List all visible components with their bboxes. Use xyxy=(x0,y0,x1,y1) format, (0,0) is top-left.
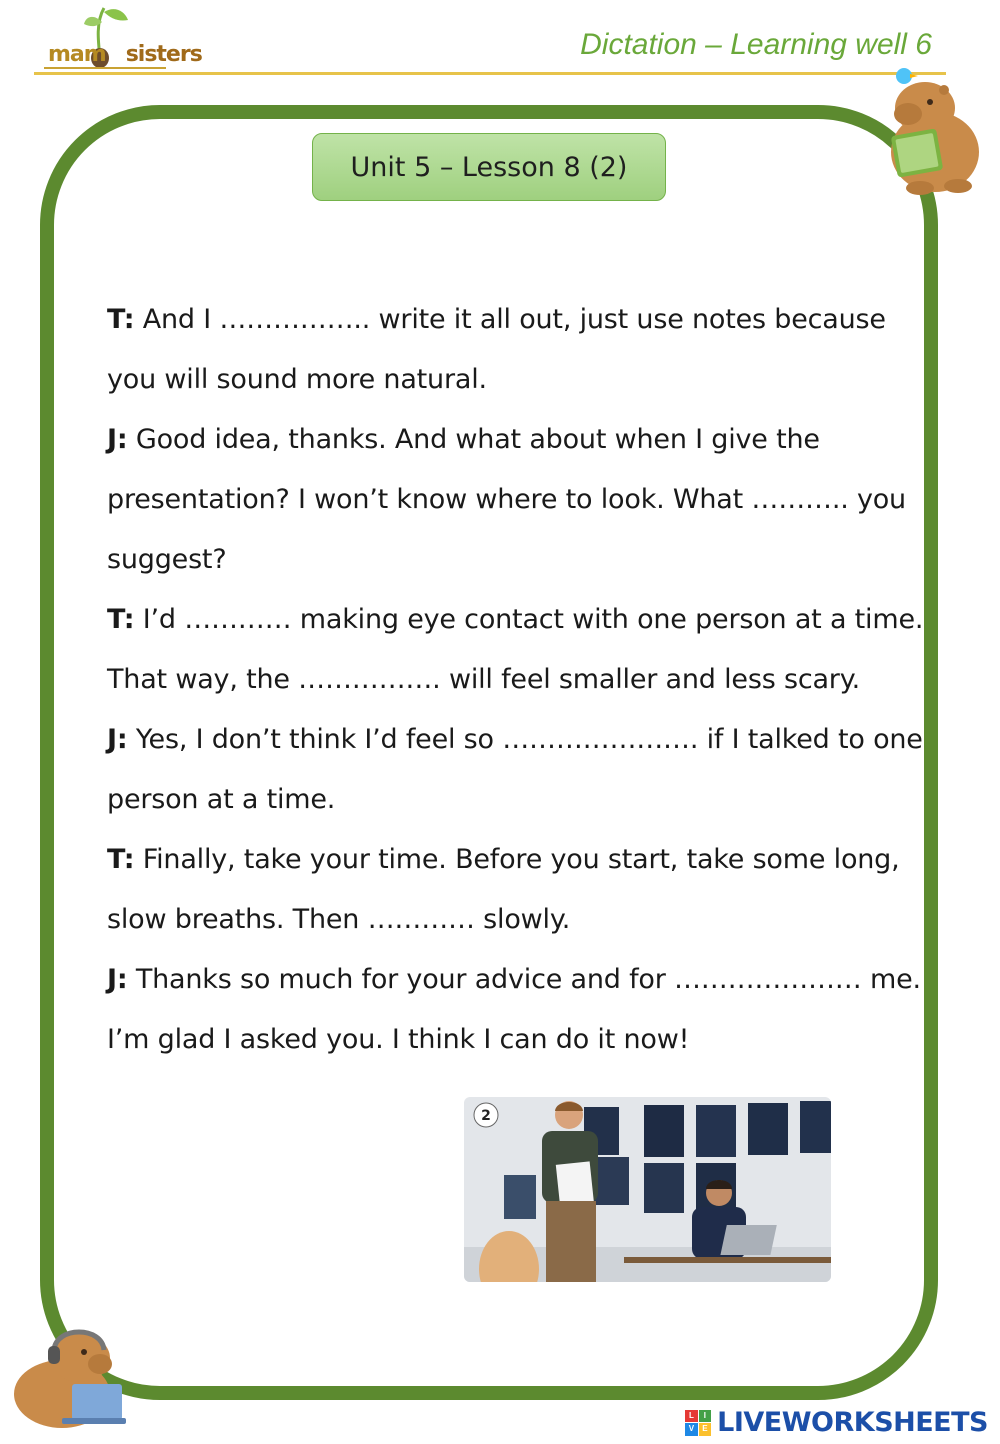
dialogue-text: Good idea, thanks. And what about when I give the xyxy=(135,424,820,455)
speaker-label: J: xyxy=(107,964,128,995)
dialogue-line xyxy=(107,830,927,890)
header-divider xyxy=(34,72,946,75)
dialogue-text: suggest? xyxy=(107,544,227,575)
dialogue-line xyxy=(107,530,927,590)
classroom-presentation-photo xyxy=(464,1097,831,1282)
dialogue-line xyxy=(107,710,927,770)
page-title: Dictation – Learning well 6 xyxy=(580,28,932,61)
liveworksheets-brand xyxy=(685,1407,988,1438)
brand-text: LIVEWORKSHEETS xyxy=(717,1407,988,1438)
dialogue-text: Thanks so much for your advice and for ………………… me. xyxy=(135,964,921,995)
dialogue-line xyxy=(107,770,927,830)
dialogue-line xyxy=(107,290,927,350)
photo-number-label: 2 xyxy=(481,1108,491,1124)
dialogue-text: slow breaths. Then ………… slowly. xyxy=(107,904,571,935)
dictation-text xyxy=(107,290,927,1070)
dialogue-line xyxy=(107,950,927,1010)
lesson-title-badge: Unit 5 – Lesson 8 (2) xyxy=(312,133,666,201)
dialogue-text: That way, the ……………. will feel smaller and less scary. xyxy=(107,664,861,695)
capybara-reading-illustration xyxy=(880,60,990,200)
logo-text-a: mam xyxy=(48,42,106,67)
speaker-label: J: xyxy=(107,424,128,455)
dialogue-text: person at a time. xyxy=(107,784,336,815)
capybara-laptop-illustration xyxy=(6,1320,126,1432)
dialogue-text: I’m glad I asked you. I think I can do it now! xyxy=(107,1024,690,1055)
dialogue-text: presentation? I won’t know where to look. What ……….. you xyxy=(107,484,906,515)
dialogue-line xyxy=(107,470,927,530)
speaker-label: T: xyxy=(107,604,135,635)
dialogue-text: Finally, take your time. Before you start, take some long, xyxy=(142,844,900,875)
liveworksheets-logo-icon: L I V E xyxy=(685,1410,711,1436)
dialogue-text: And I …………….. write it all out, just use notes because xyxy=(142,304,886,335)
logo-text-b: sisters xyxy=(125,42,202,67)
mamsisters-logo xyxy=(40,0,202,80)
speaker-label: J: xyxy=(107,724,128,755)
dialogue-line xyxy=(107,890,927,950)
dialogue-line xyxy=(107,410,927,470)
dialogue-text: I’d ………… making eye contact with one person at a time. xyxy=(142,604,924,635)
dialogue-line xyxy=(107,350,927,410)
speaker-label: T: xyxy=(107,844,135,875)
dialogue-line xyxy=(107,1010,927,1070)
dialogue-text: you will sound more natural. xyxy=(107,364,487,395)
dialogue-line xyxy=(107,650,927,710)
dialogue-text: Yes, I don’t think I’d feel so …………………. if I talked to one xyxy=(135,724,923,755)
speaker-label: T: xyxy=(107,304,135,335)
dialogue-line xyxy=(107,590,927,650)
